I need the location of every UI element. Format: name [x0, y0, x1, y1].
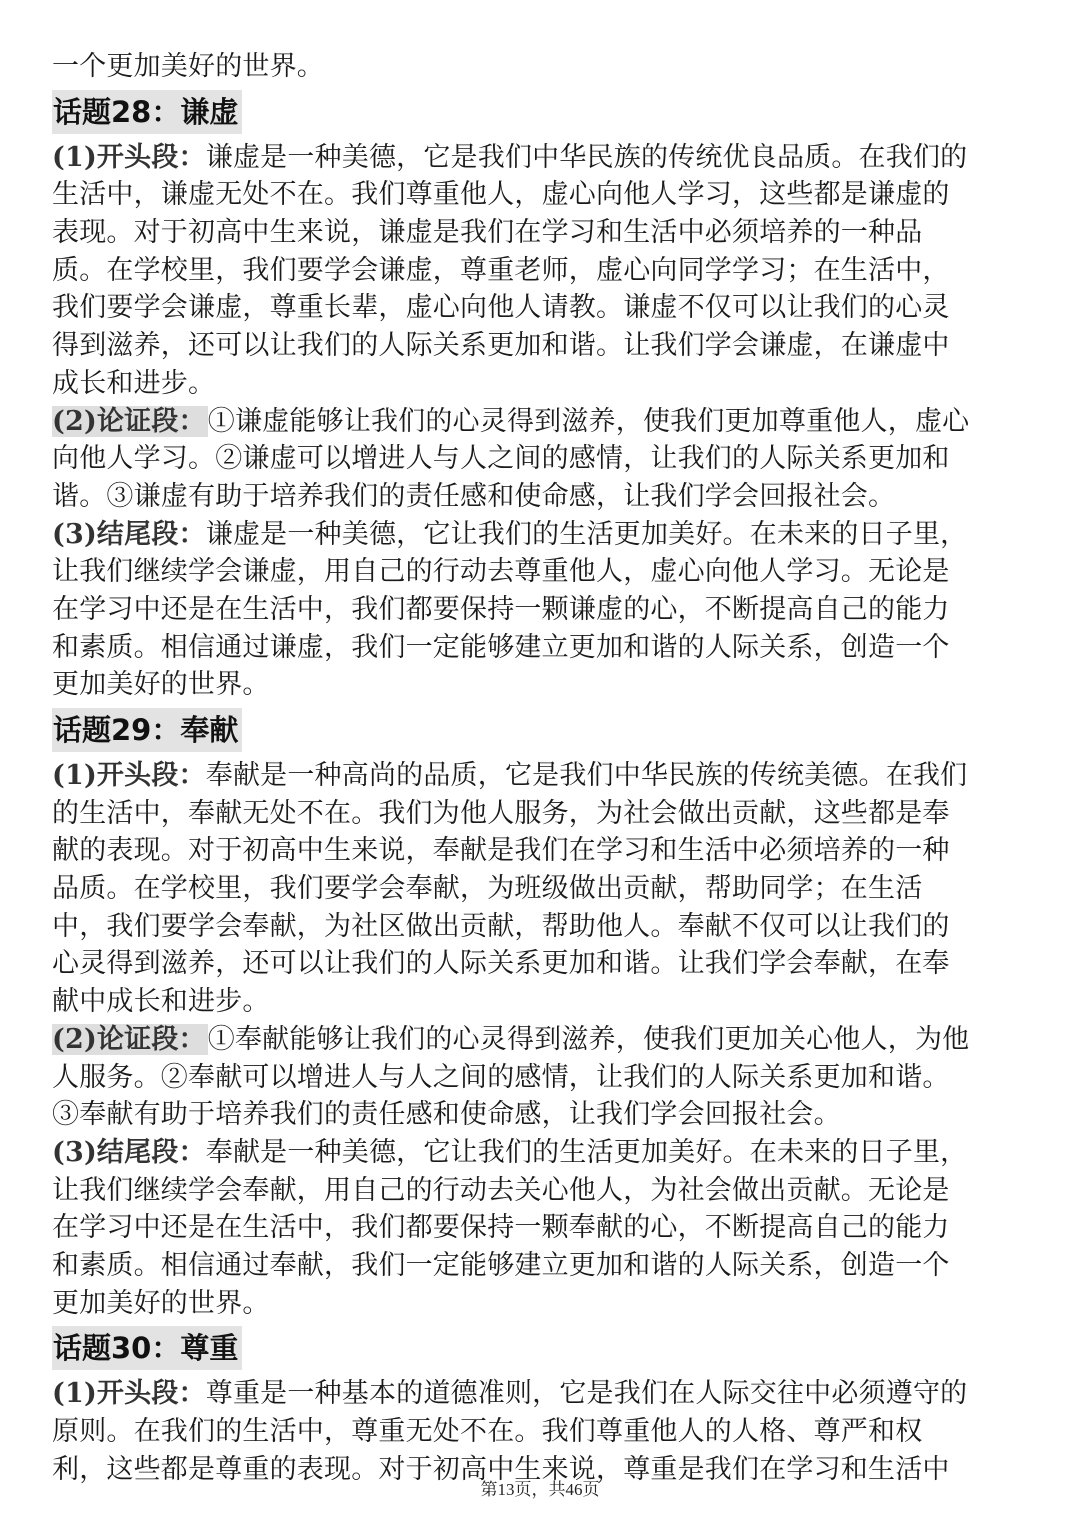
paragraph-line — [52, 327, 1032, 365]
topic-title: 话题30：尊重 — [52, 1326, 242, 1370]
paragraph-line — [52, 945, 1032, 983]
paragraph-line — [52, 1172, 1032, 1210]
paragraph-text: 得到滋养，还可以让我们的人际关系更加和谐。让我们学会谦虚，在谦虚中 — [52, 330, 950, 362]
paragraph-text: 献中成长和进步。 — [52, 986, 270, 1018]
paragraph-text: ③奉献有助于培养我们的责任感和使命感，让我们学会回报社会。 — [52, 1099, 841, 1131]
paragraph-line — [52, 1096, 1032, 1134]
paragraph-line — [52, 1134, 1032, 1172]
paragraph-text: 和素质。相信通过奉献，我们一定能够建立更加和谐的人际关系，创造一个 — [52, 1249, 950, 1281]
paragraph-text: 让我们继续学会奉献，用自己的行动去关心他人，为社会做出贡献。无论是 — [52, 1174, 950, 1206]
paragraph-text: 奉献是一种美德，它让我们的生活更加美好。在未来的日子里， — [205, 1136, 968, 1168]
paragraph-line — [52, 252, 1032, 290]
section-label: (3)结尾段： — [52, 1136, 206, 1168]
section-label: (1)开头段： — [52, 141, 206, 173]
section-label: (2)论证段： — [52, 405, 206, 437]
paragraph-line — [52, 795, 1032, 833]
paragraph-text: 生活中，谦虚无处不在。我们尊重他人，虚心向他人学习，这些都是谦虚的 — [52, 179, 950, 211]
paragraph-text: 更加美好的世界。 — [52, 1287, 270, 1319]
paragraph-text: 的生活中，奉献无处不在。我们为他人服务，为社会做出贡献，这些都是奉 — [52, 797, 950, 829]
paragraph-text: 更加美好的世界。 — [52, 669, 270, 701]
paragraph-text: 在学习中还是在生活中，我们都要保持一颗奉献的心，不断提高自己的能力 — [52, 1212, 950, 1244]
paragraph-line — [52, 440, 1032, 478]
paragraph-text: 尊重是一种基本的道德准则，它是我们在人际交往中必须遵守的 — [205, 1378, 968, 1410]
page-footer: 第13页，共46页 — [480, 1480, 600, 1499]
paragraph-line — [52, 666, 1032, 704]
paragraph-line — [52, 289, 1032, 327]
topic-title: 话题29：奉献 — [52, 708, 242, 752]
paragraph-line — [52, 478, 1032, 516]
paragraph-line — [52, 1375, 1032, 1413]
paragraph-line — [52, 591, 1032, 629]
page-content — [52, 48, 1032, 1488]
section-label: (3)结尾段： — [52, 518, 206, 550]
paragraph-line — [52, 516, 1032, 554]
paragraph-line — [52, 1285, 1032, 1323]
paragraph-line — [52, 832, 1032, 870]
section-label: (2)论证段： — [52, 1023, 206, 1055]
paragraph-text: 人服务。②奉献可以增进人与人之间的感情，让我们的人际关系更加和谐。 — [52, 1061, 950, 1093]
paragraph-text: 奉献是一种高尚的品质，它是我们中华民族的传统美德。在我们 — [205, 760, 968, 791]
paragraph-line — [52, 1059, 1032, 1097]
paragraph-line — [52, 365, 1032, 403]
topic-heading — [52, 708, 1032, 756]
paragraph-text: 表现。对于初高中生来说，谦虚是我们在学习和生活中必须培养的一种品 — [52, 217, 923, 249]
paragraph-text: 在学习中还是在生活中，我们都要保持一颗谦虚的心，不断提高自己的能力 — [52, 593, 950, 625]
paragraph-line — [52, 870, 1032, 908]
paragraph-text: ①谦虚能够让我们的心灵得到滋养，使我们更加尊重他人，虚心 — [207, 405, 970, 437]
intro-line: 一个更加美好的世界。 — [52, 51, 324, 82]
paragraph-line — [52, 757, 1032, 795]
paragraph-text: 品质。在学校里，我们要学会奉献，为班级做出贡献，帮助同学；在生活 — [52, 873, 923, 905]
paragraph-text: 质。在学校里，我们要学会谦虚，尊重老师，虚心向同学学习；在生活中， — [52, 254, 950, 286]
paragraph-line — [52, 214, 1032, 252]
paragraph-text: 让我们继续学会谦虚，用自己的行动去尊重他人，虚心向他人学习。无论是 — [52, 556, 950, 588]
paragraph-line — [52, 553, 1032, 591]
paragraph-line — [52, 1209, 1032, 1247]
paragraph-line — [52, 176, 1032, 214]
paragraph-line — [52, 403, 1032, 441]
topic-title: 话题28：谦虚 — [52, 90, 242, 134]
topic-heading — [52, 90, 1032, 138]
section-label: (1)开头段： — [52, 760, 206, 791]
paragraph-text: 和素质。相信通过谦虚，我们一定能够建立更加和谐的人际关系，创造一个 — [52, 631, 950, 663]
section-label: (1)开头段： — [52, 1378, 206, 1410]
paragraph-text: 谦虚是一种美德，它是我们中华民族的传统优良品质。在我们的 — [205, 141, 968, 173]
paragraph-line — [52, 983, 1032, 1021]
topic-heading — [52, 1326, 1032, 1374]
paragraph-line — [52, 629, 1032, 667]
paragraph-text: 献的表现。对于初高中生来说，奉献是我们在学习和生活中必须培养的一种 — [52, 835, 950, 867]
paragraph-text: 向他人学习。②谦虚可以增进人与人之间的感情，让我们的人际关系更加和 — [52, 443, 950, 475]
paragraph-text: 我们要学会谦虚，尊重长辈，虚心向他人请教。谦虚不仅可以让我们的心灵 — [52, 292, 950, 324]
paragraph-text: 谦虚是一种美德，它让我们的生活更加美好。在未来的日子里， — [205, 518, 968, 550]
paragraph-line — [52, 1021, 1032, 1059]
paragraph-line — [52, 139, 1032, 177]
paragraph-text: 原则。在我们的生活中，尊重无处不在。我们尊重他人的人格、尊严和权 — [52, 1416, 923, 1447]
paragraph-text: ①奉献能够让我们的心灵得到滋养，使我们更加关心他人，为他 — [207, 1023, 970, 1055]
paragraph-text: 利，这些都是尊重的表现。对于初高中生来说，尊重是我们在学习和生活中 — [52, 1453, 950, 1485]
paragraph-line — [52, 1247, 1032, 1285]
paragraph-text: 中，我们要学会奉献，为社区做出贡献，帮助他人。奉献不仅可以让我们的 — [52, 910, 950, 942]
paragraph-text: 心灵得到滋养，还可以让我们的人际关系更加和谐。让我们学会奉献，在奉 — [52, 948, 950, 980]
paragraph-text: 成长和进步。 — [52, 367, 216, 399]
paragraph-line — [52, 908, 1032, 946]
paragraph-text: 谐。③谦虚有助于培养我们的责任感和使命感，让我们学会回报社会。 — [52, 480, 896, 512]
paragraph-line — [52, 1413, 1032, 1451]
